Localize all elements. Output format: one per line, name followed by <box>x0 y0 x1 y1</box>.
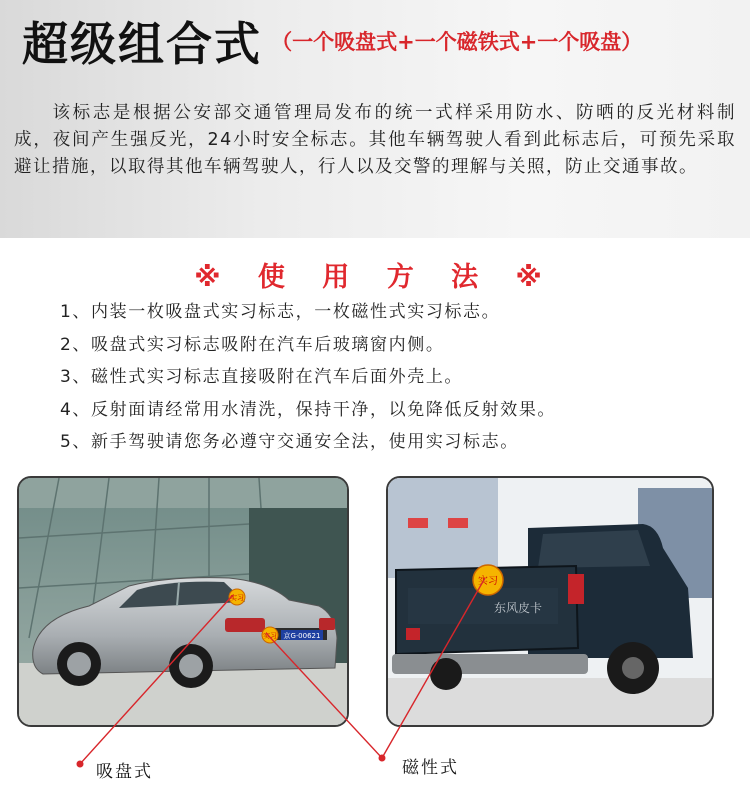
suction-sticker-label: 实习 <box>230 594 244 602</box>
sedan-photo <box>17 476 349 727</box>
usage-steps <box>60 296 556 459</box>
callout-dot-magnetic <box>379 755 386 762</box>
pickup-illustration <box>388 478 712 725</box>
usage-step: 1、内装一枚吸盘式实习标志，一枚磁性式实习标志。 <box>60 302 501 322</box>
pickup-photo <box>386 476 714 727</box>
page-title: 超级组合式 <box>22 17 262 71</box>
pickup-sticker-label: 实习 <box>478 576 498 587</box>
usage-step: 3、磁性式实习标志直接吸附在汽车后面外壳上。 <box>60 367 464 387</box>
magnetic-sticker-label: 实习 <box>263 632 277 640</box>
tailgate-text: 东风皮卡 <box>493 601 543 615</box>
usage-step: 4、反射面请经常用水清洗，保持干净，以免降低反射效果。 <box>60 399 557 420</box>
usage-step: 5、新手驾驶请您务必遵守交通安全法，使用实习标志。 <box>60 432 519 452</box>
page-subtitle: （一个吸盘式+一个磁铁式+一个吸盘） <box>271 30 643 54</box>
sedan-illustration <box>19 478 347 725</box>
license-plate: 京G·00621 <box>283 632 321 640</box>
callout-dot-suction <box>77 761 84 768</box>
usage-step: 2、吸盘式实习标志吸附在汽车后玻璃窗内侧。 <box>60 334 445 355</box>
caption-suction: 吸盘式 <box>96 762 153 782</box>
intro-paragraph: 该标志是根据公安部交通管理局发布的统一式样采用防水、防晒的反光材料制成，夜间产生强反光，24小时安全标志。其他车辆驾驶人看到此标志后，可预先采取避让措施，以取得其他车辆驾驶人，行人以及交警的理解与关照，防止交通事故。 <box>14 103 736 177</box>
usage-title: ※ 使 用 方 法 ※ <box>194 262 556 293</box>
title-row <box>22 8 642 74</box>
caption-magnetic: 磁性式 <box>402 758 459 778</box>
